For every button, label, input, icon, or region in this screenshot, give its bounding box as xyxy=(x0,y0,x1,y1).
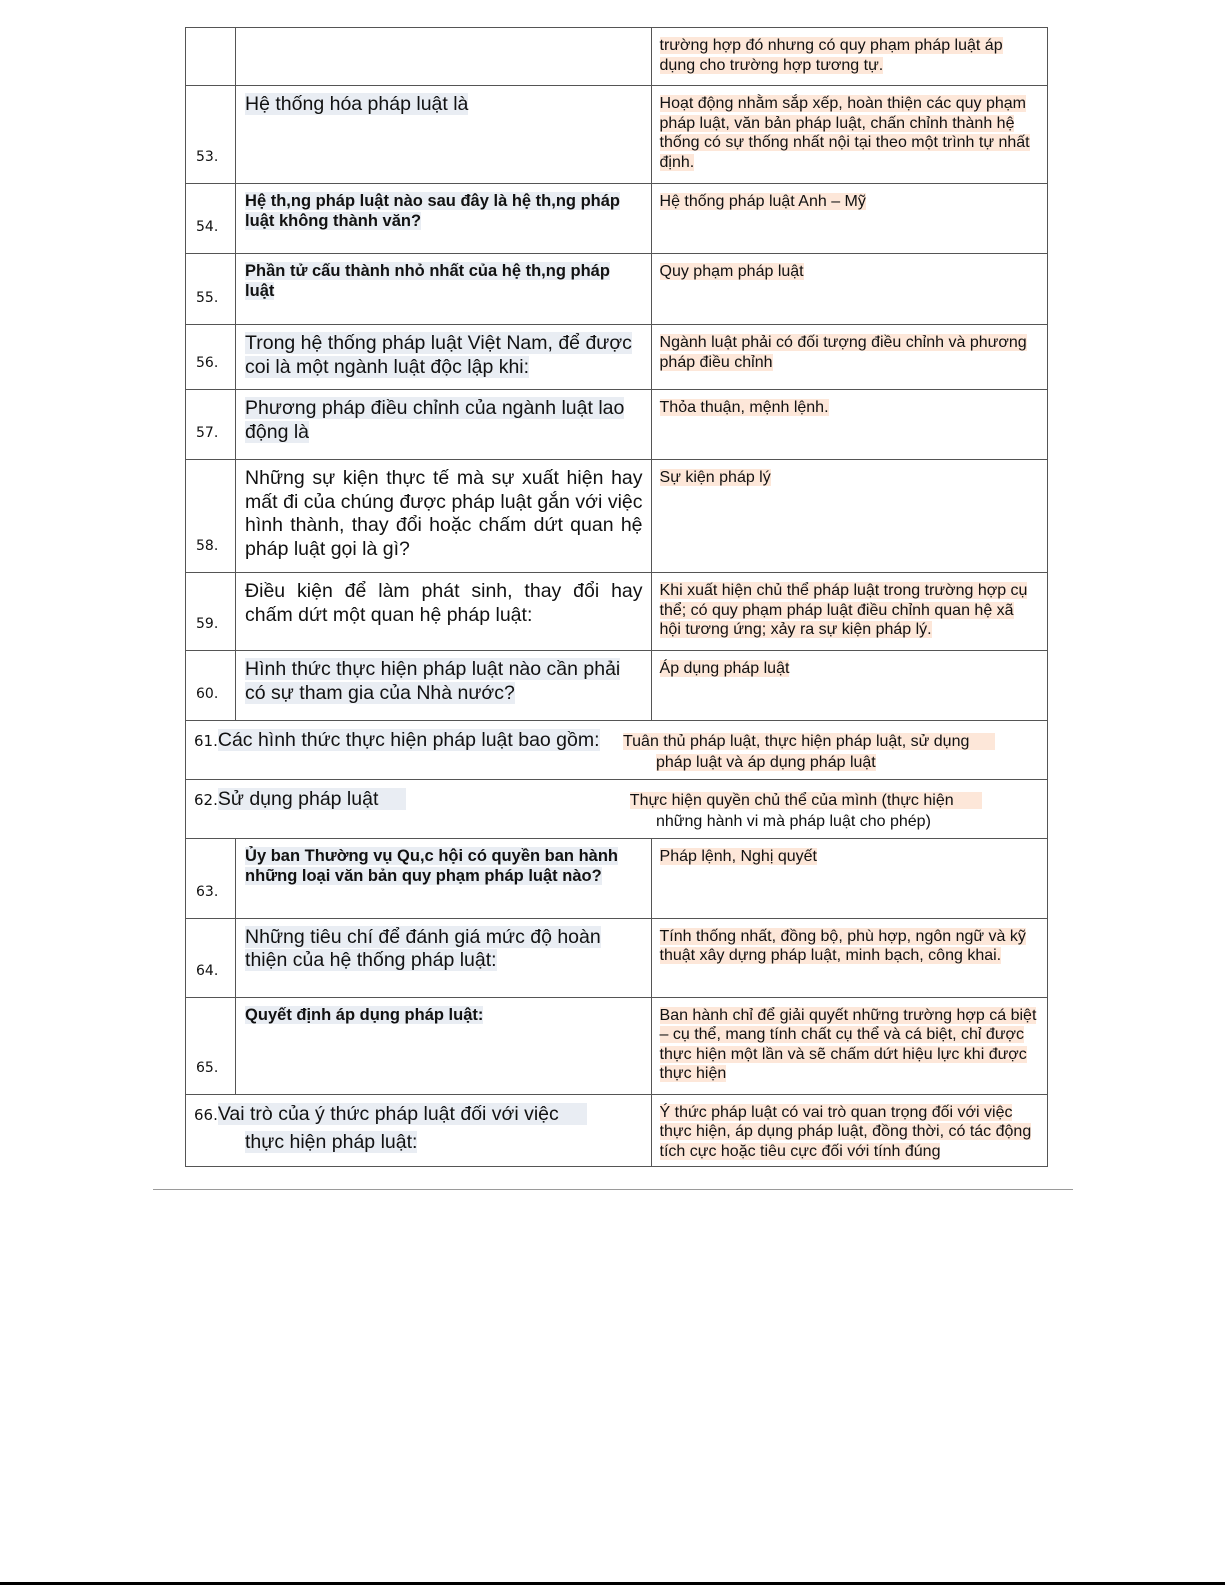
answer-text: những hành vi mà pháp luật cho phép) xyxy=(656,813,931,830)
question-cell xyxy=(236,460,651,573)
answer-text: Pháp lệnh, Nghị quyết xyxy=(659,847,817,865)
question-text: Những sự kiện thực tế mà sự xuất hiện hay mất đi của chúng được pháp luật gắn với việc hình thành, thay đổi hoặc chấm dứt quan hệ pháp luật gọi là gì? xyxy=(245,467,643,560)
row-number: 64. xyxy=(186,918,236,997)
question-cell xyxy=(186,1094,652,1166)
answer-text: Hệ thống pháp luật Anh – Mỹ xyxy=(659,193,866,210)
row-number: 60. xyxy=(186,651,236,721)
answer-cell xyxy=(651,651,1047,721)
question-text: Các hình thức thực hiện pháp luật bao gồm: xyxy=(217,729,600,751)
answer-cell xyxy=(651,86,1047,184)
answer-cell xyxy=(651,573,1047,651)
table-row xyxy=(186,651,1048,721)
answer-text: Hoạt động nhằm sắp xếp, hoàn thiện các quy phạm pháp luật, văn bản pháp luật, chấn chỉnh thành hệ thống có sự thống nhất nội tại theo một trình tự nhất định. xyxy=(659,95,1030,171)
qa-table xyxy=(185,27,1048,1167)
question-text: Điều kiện để làm phát sinh, thay đổi hay chấm dứt một quan hệ pháp luật: xyxy=(245,580,643,626)
table-row xyxy=(186,573,1048,651)
answer-text: Sự kiện pháp lý xyxy=(659,469,771,486)
answer-cell xyxy=(651,325,1047,390)
answer-text: Ban hành chỉ để giải quyết những trường hợp cá biệt – cụ thể, mang tính chất cụ thể và cá biệt, chỉ được thực hiện một lần và sẽ chấm dứt hiệu lực khi được thực hiện xyxy=(659,1006,1037,1082)
question-text: Những tiêu chí để đánh giá mức độ hoàn thiện của hệ thống pháp luật: xyxy=(245,925,601,971)
answer-cell xyxy=(651,184,1047,254)
answer-cell xyxy=(651,918,1047,997)
table-row xyxy=(186,838,1048,918)
table-row xyxy=(186,918,1048,997)
answer-cell xyxy=(651,254,1047,325)
answer-cell xyxy=(651,997,1047,1094)
answer-text: Tính thống nhất, đồng bộ, phù hợp, ngôn ngữ và kỹ thuật xây dựng pháp luật, minh bạch, công khai. xyxy=(659,927,1026,964)
answer-text: Khi xuất hiện chủ thể pháp luật trong trường hợp cụ thể; có quy phạm pháp luật điều chỉnh quan hệ xã hội tương ứng; xảy ra sự kiện pháp lý. xyxy=(659,582,1028,638)
answer-text: trường hợp đó nhưng có quy phạm pháp luật áp dụng cho trường hợp tương tự. xyxy=(659,37,1003,74)
answer-text: Quy phạm pháp luật xyxy=(659,263,804,280)
question-text: Sử dụng pháp luật xyxy=(218,788,407,810)
answer-text: Tuân thủ pháp luật, thực hiện pháp luật, sử dụng xyxy=(623,733,995,750)
table-row xyxy=(186,997,1048,1094)
table-row xyxy=(186,460,1048,573)
merged-cell xyxy=(186,780,1048,839)
question-cell xyxy=(236,325,651,390)
answer-text: Ngành luật phải có đối tượng điều chỉnh và phương pháp điều chỉnh xyxy=(659,334,1027,371)
answer-text: Ý thức pháp luật có vai trò quan trọng đối với việc thực hiện, áp dụng pháp luật, đồng thời, có tác động tích cực hoặc tiêu cực đối với tính đúng xyxy=(659,1103,1032,1160)
answer-text: Thỏa thuận, mệnh lệnh. xyxy=(659,399,829,416)
answer-text: pháp luật và áp dụng pháp luật xyxy=(656,754,876,771)
row-number xyxy=(186,28,236,86)
row-number: 66. xyxy=(194,1105,218,1124)
question-cell xyxy=(236,28,651,86)
question-text: Quyết định áp dụng pháp luật: xyxy=(245,1005,484,1024)
answer-cell xyxy=(651,838,1047,918)
merged-cell xyxy=(186,721,1048,780)
answer-text: Áp dụng pháp luật xyxy=(659,660,790,677)
row-number: 53. xyxy=(186,86,236,184)
question-cell xyxy=(236,390,651,460)
question-cell xyxy=(236,997,651,1094)
question-cell xyxy=(236,651,651,721)
table-row xyxy=(186,1094,1048,1166)
question-text: Vai trò của ý thức pháp luật đối với việc xyxy=(218,1103,587,1125)
row-number: 65. xyxy=(186,997,236,1094)
row-number: 59. xyxy=(186,573,236,651)
question-text: Phương pháp điều chỉnh của ngành luật lao động là xyxy=(245,397,625,443)
question-text: Ủy ban Thường vụ Qu,c hội có quyền ban hành những loại văn bản quy phạm pháp luật nào? xyxy=(245,846,618,885)
row-number: 55. xyxy=(186,254,236,325)
question-cell xyxy=(236,184,651,254)
table-row xyxy=(186,28,1048,86)
row-number: 63. xyxy=(186,838,236,918)
question-text: Hình thức thực hiện pháp luật nào cần phải có sự tham gia của Nhà nước? xyxy=(245,658,621,704)
table-row xyxy=(186,390,1048,460)
question-cell xyxy=(236,254,651,325)
answer-cell xyxy=(651,1094,1047,1166)
row-number: 58. xyxy=(186,460,236,573)
answer-text: Thực hiện quyền chủ thể của mình (thực hiện xyxy=(630,792,982,809)
question-cell xyxy=(236,86,651,184)
question-text: Trong hệ thống pháp luật Việt Nam, để được coi là một ngành luật độc lập khi: xyxy=(245,332,632,378)
question-cell xyxy=(236,573,651,651)
question-cell xyxy=(236,918,651,997)
table-row xyxy=(186,325,1048,390)
question-text: Phần tử cấu thành nhỏ nhất của hệ th,ng pháp luật xyxy=(245,262,610,300)
row-number: 54. xyxy=(186,184,236,254)
answer-cell xyxy=(651,28,1047,86)
table-row xyxy=(186,780,1048,839)
question-text: Hệ thống hóa pháp luật là xyxy=(245,93,469,115)
answer-cell xyxy=(651,460,1047,573)
question-text: Hệ th,ng pháp luật nào sau đây là hệ th,ng pháp luật không thành văn? xyxy=(245,192,620,230)
row-number: 56. xyxy=(186,325,236,390)
table-row xyxy=(186,721,1048,780)
row-number: 57. xyxy=(186,390,236,460)
row-number: 62. xyxy=(194,791,218,809)
page-divider xyxy=(153,1189,1073,1190)
answer-cell xyxy=(651,390,1047,460)
question-text: thực hiện pháp luật: xyxy=(245,1130,418,1153)
table-row xyxy=(186,184,1048,254)
row-number: 61. xyxy=(194,732,218,750)
table-row xyxy=(186,86,1048,184)
table-row xyxy=(186,254,1048,325)
question-cell xyxy=(236,838,651,918)
